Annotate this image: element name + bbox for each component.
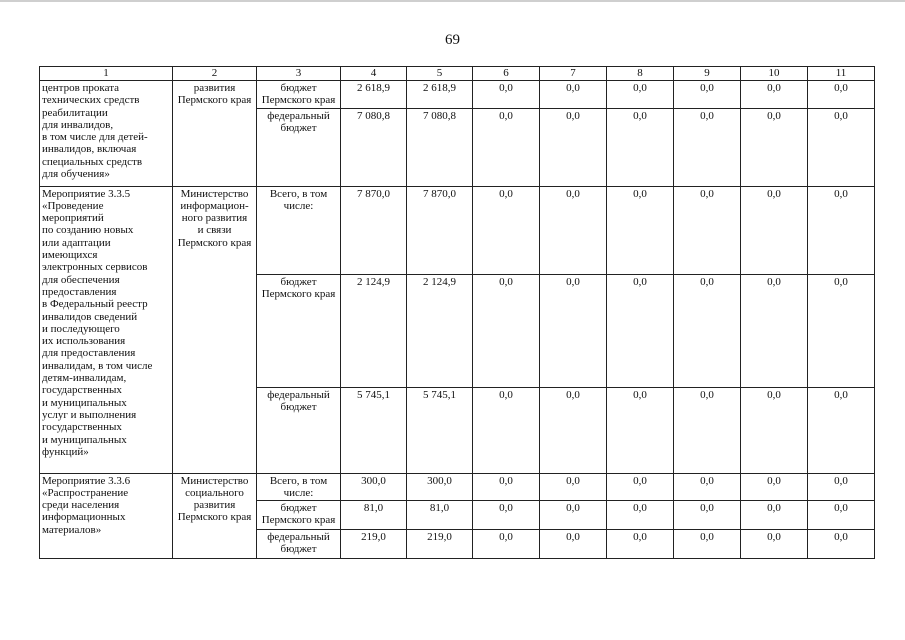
amount-cell: 0,0 bbox=[674, 387, 741, 473]
funding-source-line: бюджет bbox=[280, 82, 317, 94]
col-number: 4 bbox=[341, 67, 407, 81]
measure-name-line: инвалидов сведений bbox=[42, 310, 138, 323]
measure-name-line: инвалидам, в том числе bbox=[42, 359, 153, 372]
amount-cell: 0,0 bbox=[674, 530, 741, 559]
amount-cell: 0,0 bbox=[741, 186, 808, 274]
measure-name-line: государственных bbox=[42, 384, 122, 397]
amount-cell: 0,0 bbox=[808, 81, 875, 109]
amount-cell: 5 745,1 bbox=[341, 387, 407, 473]
measure-name-line: для обеспечения bbox=[42, 273, 120, 286]
amount-cell: 0,0 bbox=[473, 108, 540, 186]
measure-name-line: инвалидов, включая bbox=[42, 143, 137, 156]
col-number: 6 bbox=[473, 67, 540, 81]
amount-cell: 0,0 bbox=[607, 81, 674, 109]
executor-cell bbox=[173, 473, 257, 559]
amount-cell: 0,0 bbox=[473, 501, 540, 530]
funding-source-line: Всего, в том bbox=[269, 187, 328, 200]
col-number: 9 bbox=[674, 67, 741, 81]
measure-name-line: предоставления bbox=[42, 285, 117, 298]
funding-source-line: бюджет bbox=[280, 400, 317, 413]
amount-cell: 5 745,1 bbox=[407, 387, 473, 473]
measure-name-line: имеющихся bbox=[42, 249, 98, 262]
funding-source-line: Всего, в том bbox=[269, 474, 328, 487]
measure-name-line: и последующего bbox=[42, 322, 120, 335]
amount-cell: 219,0 bbox=[341, 530, 407, 559]
amount-cell: 0,0 bbox=[808, 501, 875, 530]
measure-name-line: Мероприятие 3.3.6 bbox=[42, 474, 131, 487]
amount-cell: 0,0 bbox=[674, 108, 741, 186]
col-number: 11 bbox=[808, 67, 875, 81]
executor-line: ного развития bbox=[181, 212, 248, 225]
executor-line: Пермского края bbox=[177, 94, 252, 107]
executor-line: и связи bbox=[197, 224, 232, 237]
executor-line: развития bbox=[193, 82, 236, 94]
executor-line: Пермского края bbox=[177, 236, 252, 249]
funding-source-line: числе: bbox=[283, 199, 314, 212]
funding-source-line: Пермского края bbox=[261, 94, 336, 107]
amount-cell: 0,0 bbox=[473, 387, 540, 473]
col-number: 10 bbox=[741, 67, 808, 81]
amount-cell: 0,0 bbox=[540, 501, 607, 530]
scan-top-edge bbox=[0, 0, 905, 2]
amount-cell: 2 124,9 bbox=[341, 274, 407, 387]
amount-cell: 0,0 bbox=[473, 530, 540, 559]
col-number: 3 bbox=[257, 67, 341, 81]
amount-cell: 0,0 bbox=[741, 501, 808, 530]
funding-source-cell bbox=[257, 108, 341, 186]
measure-name-line: информационных bbox=[42, 511, 126, 524]
amount-cell: 219,0 bbox=[407, 530, 473, 559]
amount-cell: 0,0 bbox=[607, 186, 674, 274]
amount-cell: 0,0 bbox=[540, 473, 607, 501]
measure-name-line: среди населения bbox=[42, 499, 120, 512]
funding-source-cell bbox=[257, 501, 341, 530]
table-row bbox=[40, 186, 875, 274]
measure-name-cell bbox=[40, 473, 173, 559]
amount-cell: 300,0 bbox=[407, 473, 473, 501]
measure-name-line: в Федеральный реестр bbox=[42, 298, 148, 311]
amount-cell: 0,0 bbox=[540, 530, 607, 559]
amount-cell: 0,0 bbox=[808, 387, 875, 473]
measure-name-line: по созданию новых bbox=[42, 224, 134, 237]
amount-cell: 0,0 bbox=[808, 274, 875, 387]
funding-source-line: числе: bbox=[283, 486, 314, 499]
amount-cell: 0,0 bbox=[607, 274, 674, 387]
amount-cell: 0,0 bbox=[473, 473, 540, 501]
funding-source-line: бюджет bbox=[280, 121, 317, 134]
measure-name-line: Мероприятие 3.3.5 bbox=[42, 187, 131, 200]
amount-cell: 0,0 bbox=[741, 387, 808, 473]
amount-cell: 0,0 bbox=[741, 530, 808, 559]
executor-line: Министерство bbox=[180, 474, 249, 487]
measure-name-cell bbox=[40, 186, 173, 473]
amount-cell: 0,0 bbox=[674, 473, 741, 501]
measure-name-line: электронных сервисов bbox=[42, 261, 148, 274]
measure-name-line: в том числе для детей- bbox=[42, 131, 148, 144]
table-row bbox=[40, 473, 875, 501]
amount-cell: 0,0 bbox=[741, 81, 808, 109]
amount-cell: 0,0 bbox=[607, 387, 674, 473]
measure-name-line: или адаптации bbox=[42, 236, 111, 249]
measure-name-line: «Распространение bbox=[42, 486, 129, 499]
amount-cell: 0,0 bbox=[741, 473, 808, 501]
funding-source-line: федеральный bbox=[267, 388, 330, 401]
funding-source-line: бюджет bbox=[280, 275, 317, 288]
amount-cell: 0,0 bbox=[607, 530, 674, 559]
amount-cell: 0,0 bbox=[808, 108, 875, 186]
funding-source-cell bbox=[257, 81, 341, 109]
executor-line: социального bbox=[185, 486, 244, 499]
funding-source-cell bbox=[257, 274, 341, 387]
amount-cell: 0,0 bbox=[607, 501, 674, 530]
financing-table bbox=[39, 66, 875, 559]
col-number: 5 bbox=[407, 67, 473, 81]
page-number: 69 bbox=[445, 32, 460, 48]
col-number: 8 bbox=[607, 67, 674, 81]
measure-name-line: государственных bbox=[42, 421, 122, 434]
funding-source-line: бюджет bbox=[280, 502, 317, 515]
funding-source-cell bbox=[257, 387, 341, 473]
amount-cell: 81,0 bbox=[407, 501, 473, 530]
amount-cell: 0,0 bbox=[607, 473, 674, 501]
amount-cell: 0,0 bbox=[674, 501, 741, 530]
funding-source-cell bbox=[257, 530, 341, 559]
measure-name-line: реабилитации bbox=[42, 106, 108, 119]
measure-name-line: технических средств bbox=[42, 94, 140, 107]
funding-source-cell bbox=[257, 186, 341, 274]
executor-line: развития bbox=[193, 499, 236, 512]
amount-cell: 0,0 bbox=[808, 473, 875, 501]
col-number: 1 bbox=[40, 67, 173, 81]
amount-cell: 0,0 bbox=[540, 186, 607, 274]
funding-source-line: федеральный bbox=[267, 531, 330, 544]
amount-cell: 0,0 bbox=[808, 186, 875, 274]
amount-cell: 7 080,8 bbox=[341, 108, 407, 186]
measure-name-line: «Проведение bbox=[42, 199, 104, 212]
measure-name-line: для предоставления bbox=[42, 347, 136, 360]
amount-cell: 0,0 bbox=[540, 81, 607, 109]
funding-source-cell bbox=[257, 473, 341, 501]
measure-name-cell bbox=[40, 81, 173, 187]
executor-line: информацион- bbox=[180, 199, 249, 212]
measure-name-line: для инвалидов, bbox=[42, 118, 114, 131]
amount-cell: 0,0 bbox=[741, 274, 808, 387]
amount-cell: 300,0 bbox=[341, 473, 407, 501]
table-row bbox=[40, 81, 875, 109]
funding-source-line: федеральный bbox=[267, 109, 330, 122]
measure-name-line: материалов» bbox=[42, 523, 102, 536]
amount-cell: 7 870,0 bbox=[407, 186, 473, 274]
amount-cell: 7 870,0 bbox=[341, 186, 407, 274]
amount-cell: 0,0 bbox=[674, 186, 741, 274]
executor-line: Министерство bbox=[180, 187, 249, 200]
funding-source-line: бюджет bbox=[280, 543, 317, 556]
amount-cell: 0,0 bbox=[808, 530, 875, 559]
amount-cell: 2 124,9 bbox=[407, 274, 473, 387]
amount-cell: 7 080,8 bbox=[407, 108, 473, 186]
amount-cell: 0,0 bbox=[674, 81, 741, 109]
col-number: 7 bbox=[540, 67, 607, 81]
executor-line: Пермского края bbox=[177, 511, 252, 524]
measure-name-line: мероприятий bbox=[42, 212, 104, 225]
amount-cell: 0,0 bbox=[540, 274, 607, 387]
column-number-row bbox=[40, 67, 875, 81]
measure-name-line: специальных средств bbox=[42, 155, 143, 168]
measure-name-line: их использования bbox=[42, 335, 126, 348]
amount-cell: 0,0 bbox=[607, 108, 674, 186]
amount-cell: 0,0 bbox=[473, 186, 540, 274]
amount-cell: 2 618,9 bbox=[341, 81, 407, 109]
funding-source-line: Пермского края bbox=[261, 514, 336, 527]
measure-name-line: детям-инвалидам, bbox=[42, 372, 127, 385]
measure-name-line: функций» bbox=[42, 445, 89, 458]
executor-cell bbox=[173, 81, 257, 187]
amount-cell: 0,0 bbox=[473, 274, 540, 387]
funding-source-line: Пермского края bbox=[261, 287, 336, 300]
amount-cell: 0,0 bbox=[540, 387, 607, 473]
amount-cell: 81,0 bbox=[341, 501, 407, 530]
measure-name-line: центров проката bbox=[42, 82, 120, 94]
amount-cell: 2 618,9 bbox=[407, 81, 473, 109]
amount-cell: 0,0 bbox=[540, 108, 607, 186]
measure-name-line: услуг и выполнения bbox=[42, 408, 137, 421]
executor-cell bbox=[173, 186, 257, 473]
amount-cell: 0,0 bbox=[741, 108, 808, 186]
measure-name-line: для обучения» bbox=[42, 168, 110, 181]
amount-cell: 0,0 bbox=[473, 81, 540, 109]
amount-cell: 0,0 bbox=[674, 274, 741, 387]
measure-name-line: и муниципальных bbox=[42, 433, 127, 446]
measure-name-line: и муниципальных bbox=[42, 396, 127, 409]
col-number: 2 bbox=[173, 67, 257, 81]
